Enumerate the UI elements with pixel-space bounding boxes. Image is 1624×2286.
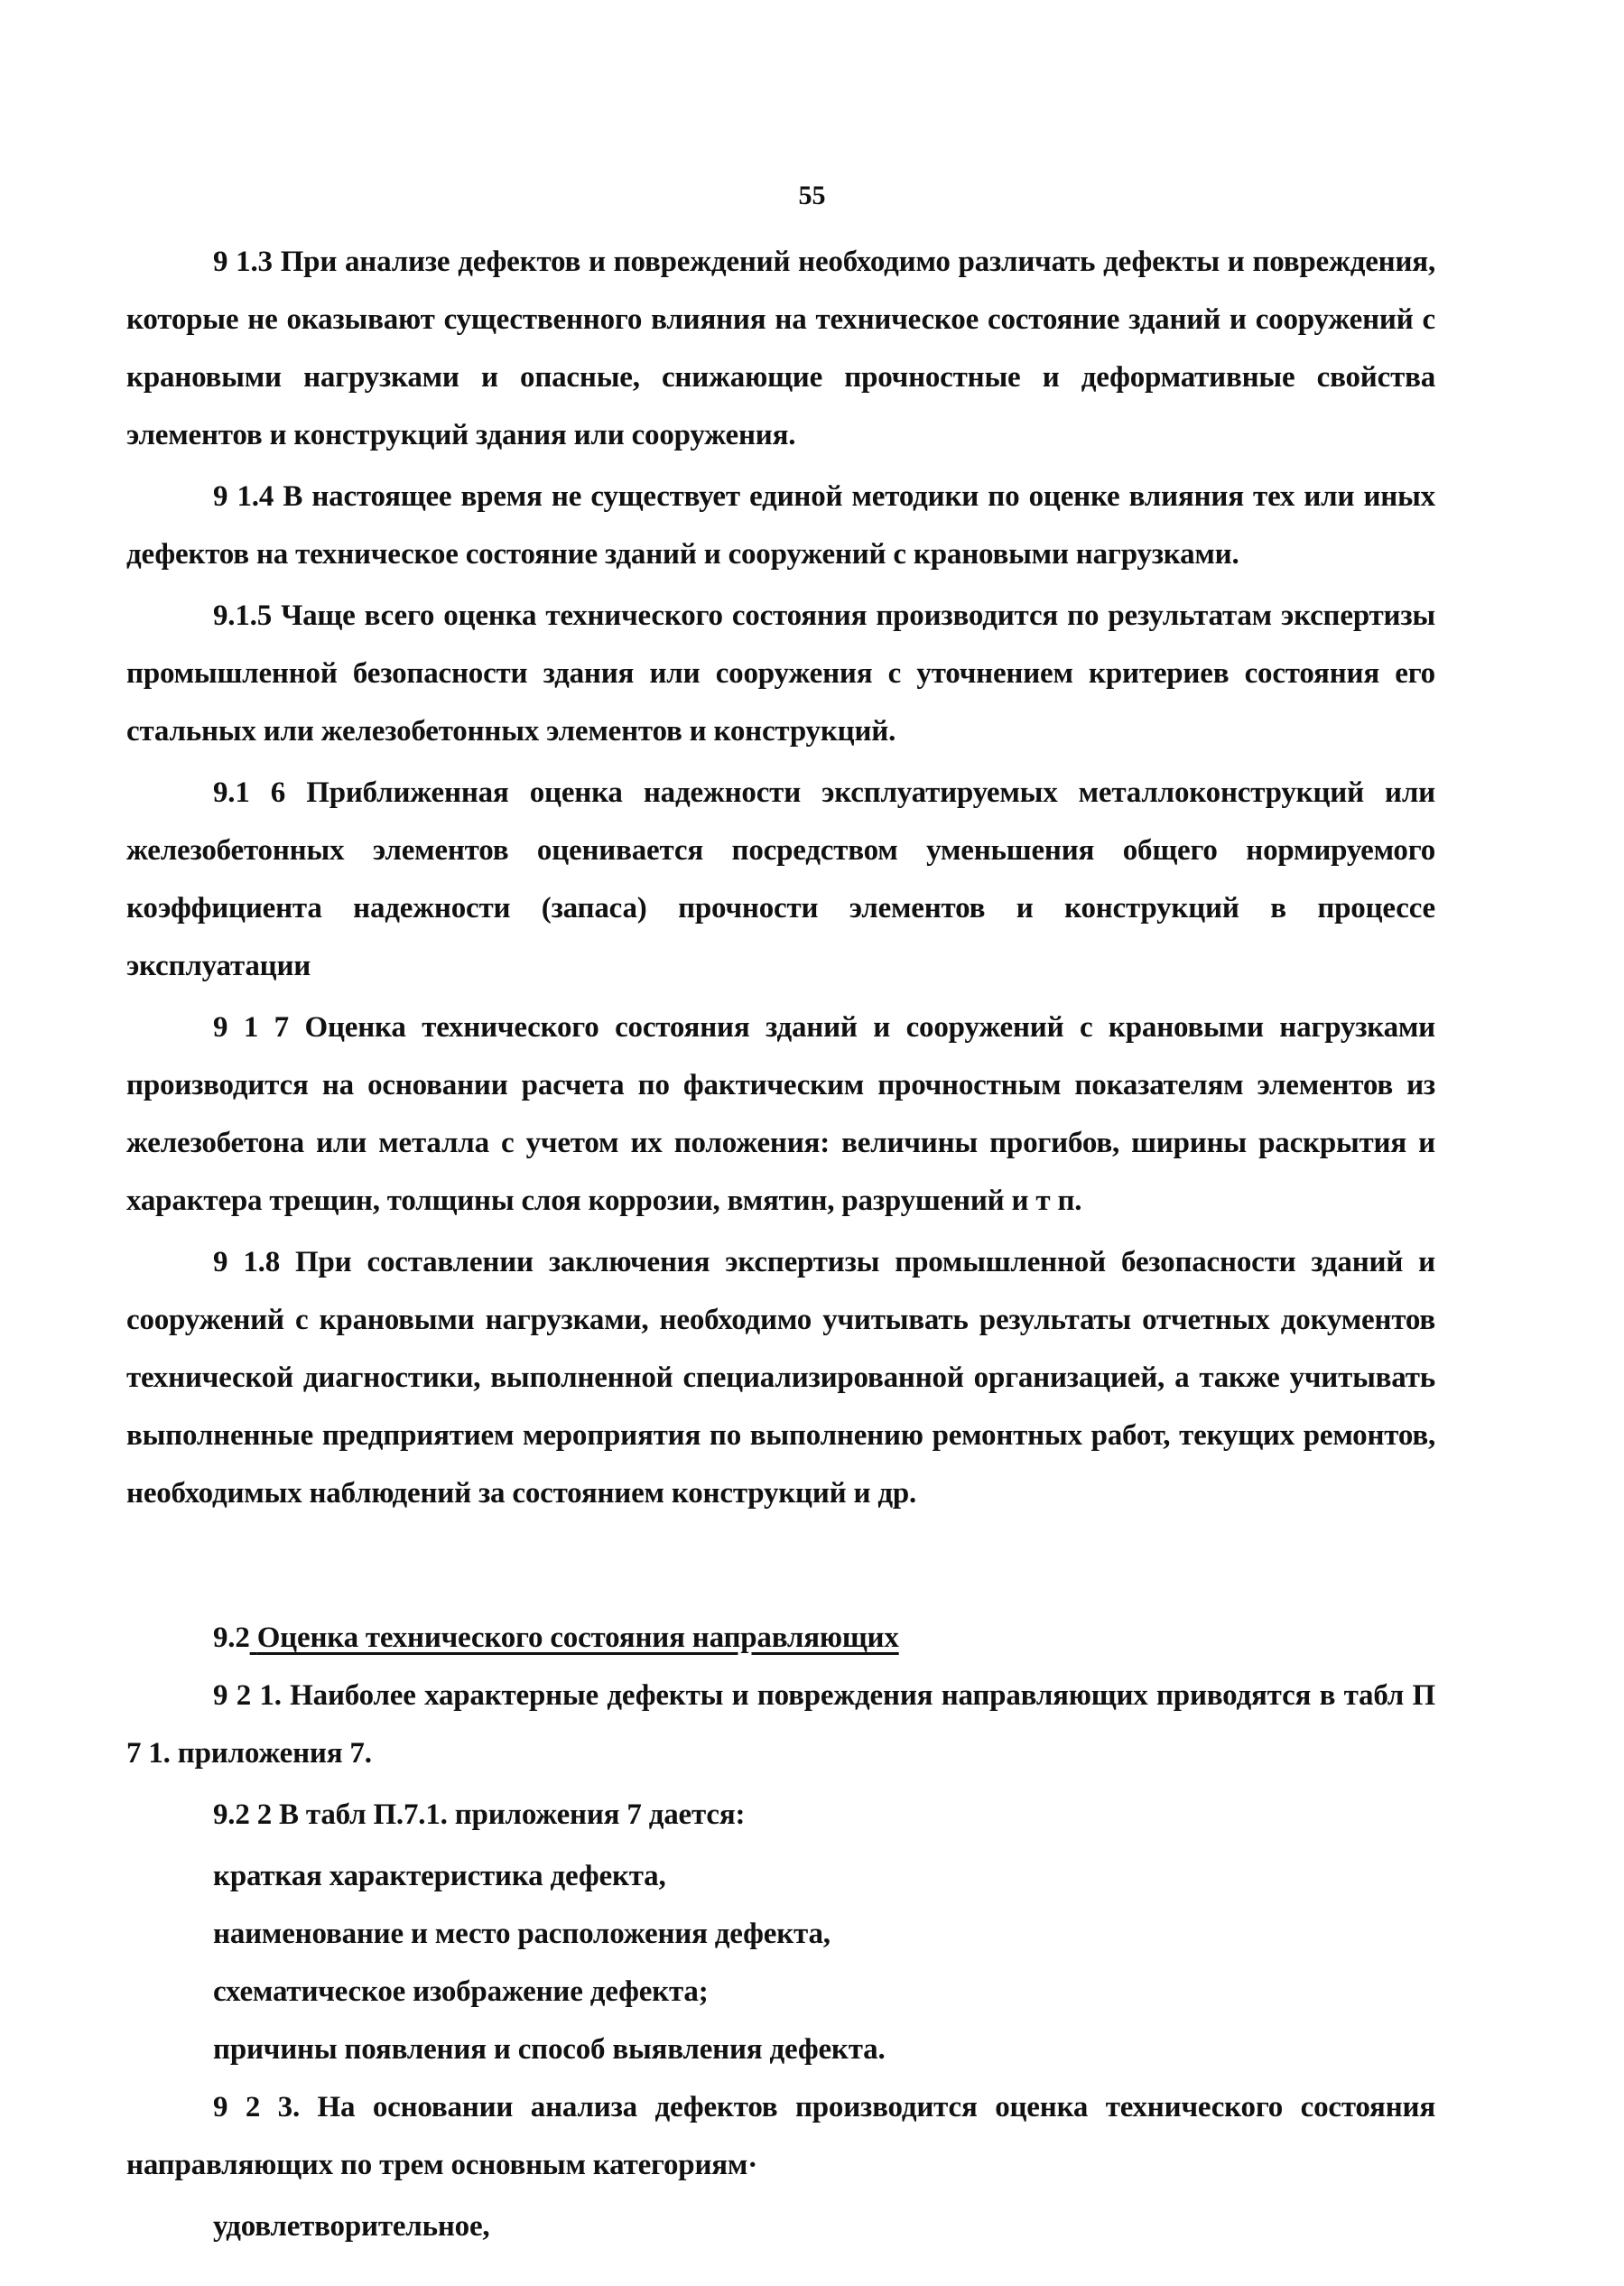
paragraph-9-1-5: 9.1.5 Чаще всего оценка технического состояния производится по результатам экспертизы промышленной безопасности здания или сооружения с уточнением критериев состояния его стальных или железобетонных элементов и конструкций. — [126, 599, 1435, 748]
paragraph-9-2-1: 9 2 1. Наиболее характерные дефекты и повреждения направляющих приводятся в табл П 7 1. приложения 7. — [126, 1679, 1435, 1770]
list-item: наименование и место расположения дефекта, — [213, 1918, 831, 1950]
paragraph-9-1-4: 9 1.4 В настоящее время не существует единой методики по оценке влияния тех или иных дефектов на техническое состояние зданий и сооружений с крановыми нагрузками. — [126, 480, 1435, 571]
section-heading — [126, 1609, 1435, 1667]
paragraph-9-1-6: 9.1 6 Приближенная оценка надежности эксплуатируемых металлоконструкций или железобетонных элементов оценивается посредством уменьшения общего нормируемого коэффициента надежности (запаса) прочности элементов и конструкций в процессе эксплуатации — [126, 776, 1435, 982]
paragraph-9-2-2: 9.2 2 В табл П.7.1. приложения 7 дается: — [213, 1798, 746, 1831]
paragraph-9-1-7: 9 1 7 Оценка технического состояния зданий и сооружений с крановыми нагрузками производится на основании расчета по фактическим прочностным показателям элементов из железобетона или металла с учетом их положения: величины прогибов, ширины раскрытия и характера трещин, толщины слоя коррозии, вмятин, разрушений и т п. — [126, 1011, 1435, 1217]
section-title-text: Оценка технического состояния направляющих — [256, 1622, 899, 1654]
paragraph-9-1-8: 9 1.8 При составлении заключения экспертизы промышленной безопасности зданий и сооружений с крановыми нагрузками, необходимо учитывать результаты отчетных документов технической диагностики, выполненной специализированной организацией, а также учитывать выполненные предприятием мероприятия по выполнению ремонтных работ, текущих ремонтов, необходимых наблюдений за состоянием конструкций и др. — [126, 1246, 1435, 1510]
paragraph-9-1-3: 9 1.3 При анализе дефектов и повреждений необходимо различать дефекты и повреждения, которые не оказывают существенного влияния на техническое состояние зданий и сооружений с крановыми нагрузками и опасные, снижающие прочностные и деформативные свойства элементов и конструкций здания или сооружения. — [126, 246, 1435, 451]
page-number: 55 — [798, 181, 826, 210]
list-item-final: удовлетворительное, — [213, 2210, 490, 2243]
list-item: причины появления и способ выявления дефекта. — [213, 2033, 886, 2066]
section-number: 9.2 — [213, 1622, 250, 1654]
paragraph-9-2-3: 9 2 3. На основании анализа дефектов производится оценка технического состояния направляющих по трем основным категориям· — [126, 2091, 1435, 2181]
section-title — [250, 1622, 899, 1654]
list-item: схематическое изображение дефекта; — [213, 1975, 709, 2008]
list-item: краткая характеристика дефекта, — [213, 1860, 666, 1892]
document-body — [126, 233, 1435, 2255]
